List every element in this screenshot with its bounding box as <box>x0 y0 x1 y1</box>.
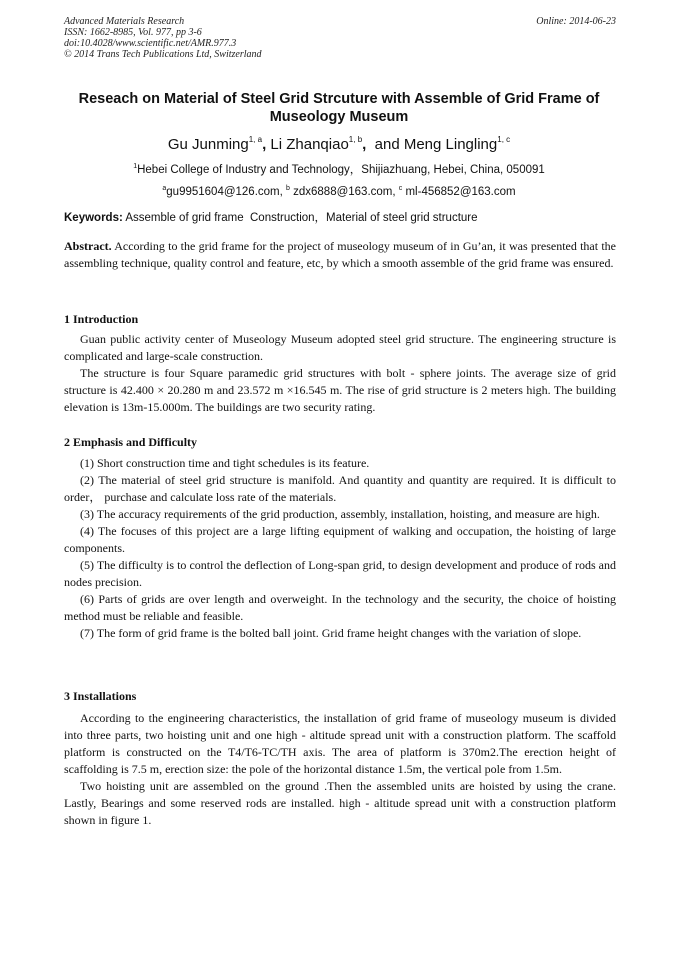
email-mark: a <box>162 185 167 192</box>
author-separator: , <box>262 136 267 153</box>
author-affiliation-mark: 1, a <box>248 135 263 144</box>
abstract <box>64 238 616 272</box>
journal-issn: ISSN: 1662-8985, Vol. 977, pp 3-6 <box>64 27 202 38</box>
author-name: and Meng Lingling <box>366 136 498 153</box>
keywords <box>64 210 616 226</box>
paper-title: Reseach on Material of Steel Grid Strcuture with Assemble of Grid Frame of Museology Museum <box>78 91 600 125</box>
author-name: Gu Junming <box>167 136 249 153</box>
section-body-introduction <box>64 331 616 416</box>
paragraph: Two hoisting unit are assembled on the ground .Then the assembled units are hoisted by using the crane. Lastly, Bearings and some reserved rods are installed. high - altitude spread unit with a construction platform shown in figure 1. <box>64 779 616 827</box>
section-heading-emphasis: 2 Emphasis and Difficulty <box>64 435 198 449</box>
section-heading-installations: 3 Installations <box>64 689 137 703</box>
journal-doi: doi:10.4028/www.scientific.net/AMR.977.3 <box>64 38 237 49</box>
affiliation-text: Hebei College of Industry and Technology，Shijiazhuang, Hebei, China, 050091 <box>137 164 545 176</box>
journal-name: Advanced Materials Research <box>64 16 185 27</box>
email-link[interactable]: ml-456852@163.com <box>402 186 516 198</box>
paragraph: The structure is four Square paramedic grid structures with bolt - sphere joints. The average size of grid structure is 42.400 × 20.280 m and 23.572 m ×16.545 m. The rise of grid structure is 2 meters high. The building elevation is 13m-15.000m. The buildings are two security rating. <box>64 366 616 414</box>
abstract-text: According to the grid frame for the project of museology museum of in Gu’an, it was presented that the assembling technique, quality control and feature, etc, by which a smooth assemble of the grid frame was ensured. <box>64 239 616 270</box>
section-body-emphasis <box>64 455 616 642</box>
paragraph: (1) Short construction time and tight schedules is its feature. <box>80 456 370 470</box>
author-separator: , <box>362 136 367 153</box>
keywords-label: Keywords: <box>64 212 123 224</box>
email-list <box>50 181 628 200</box>
paragraph: (2) The material of steel grid structure is manifold. And quantity and quantity are required. It is difficult to order， purchase and calculate loss rate of the materials. <box>64 473 616 504</box>
email-mark: c <box>398 185 403 192</box>
paragraph: (3) The accuracy requirements of the grid production, assembly, installation, hoisting, and measure are high. <box>80 507 600 521</box>
keywords-text: Assemble of grid frame Construction，Material of steel grid structure <box>122 212 478 224</box>
paragraph: (4) The focuses of this project are a large lifting equipment of walking and occupation, the hoisting of large components. <box>64 524 616 555</box>
journal-info <box>64 16 616 60</box>
journal-copyright: © 2014 Trans Tech Publications Ltd, Switzerland <box>64 49 262 60</box>
section-heading-introduction: 1 Introduction <box>64 312 139 326</box>
section-body-installations <box>64 710 616 829</box>
author-affiliation-mark: 1, c <box>497 135 511 144</box>
email-mark: b <box>286 185 290 192</box>
affiliation-mark: 1 <box>133 163 138 170</box>
paragraph: (5) The difficulty is to control the deflection of Long-span grid, to design development and produce of rods and nodes precision. <box>64 558 616 589</box>
email-link[interactable]: gu9951604@126.com, <box>166 186 287 198</box>
author-list <box>50 130 628 155</box>
email-link[interactable]: zdx6888@163.com, <box>289 186 399 198</box>
abstract-label: Abstract. <box>64 239 112 253</box>
paragraph: According to the engineering characteristics, the installation of grid frame of museology museum is divided into three parts, two hoisting unit and one high - altitude spread unit with a construction platform. The scaffold platform is constructed on the T4/T6-TC/TH axis. The area of platform is 370m2.The erection height of scaffolding is 7.5 m, erection size: the pole of the horizontal distance 1.5m, the vertical pole from 1.5m. <box>64 711 616 776</box>
author-name: Li Zhanqiao <box>266 136 349 153</box>
online-date: Online: 2014-06-23 <box>536 16 616 27</box>
affiliation <box>50 159 628 178</box>
journal-header <box>64 16 616 60</box>
author-affiliation-mark: 1, b <box>348 135 363 144</box>
paragraph: Guan public activity center of Museology Museum adopted steel grid structure. The engineering structure is complicated and large-scale construction. <box>64 332 616 363</box>
paragraph: (6) Parts of grids are over length and overweight. In the technology and the security, the choice of hoisting method must be reliable and feasible. <box>64 592 616 623</box>
paragraph: (7) The form of grid frame is the bolted ball joint. Grid frame height changes with the variation of slope. <box>80 626 582 640</box>
